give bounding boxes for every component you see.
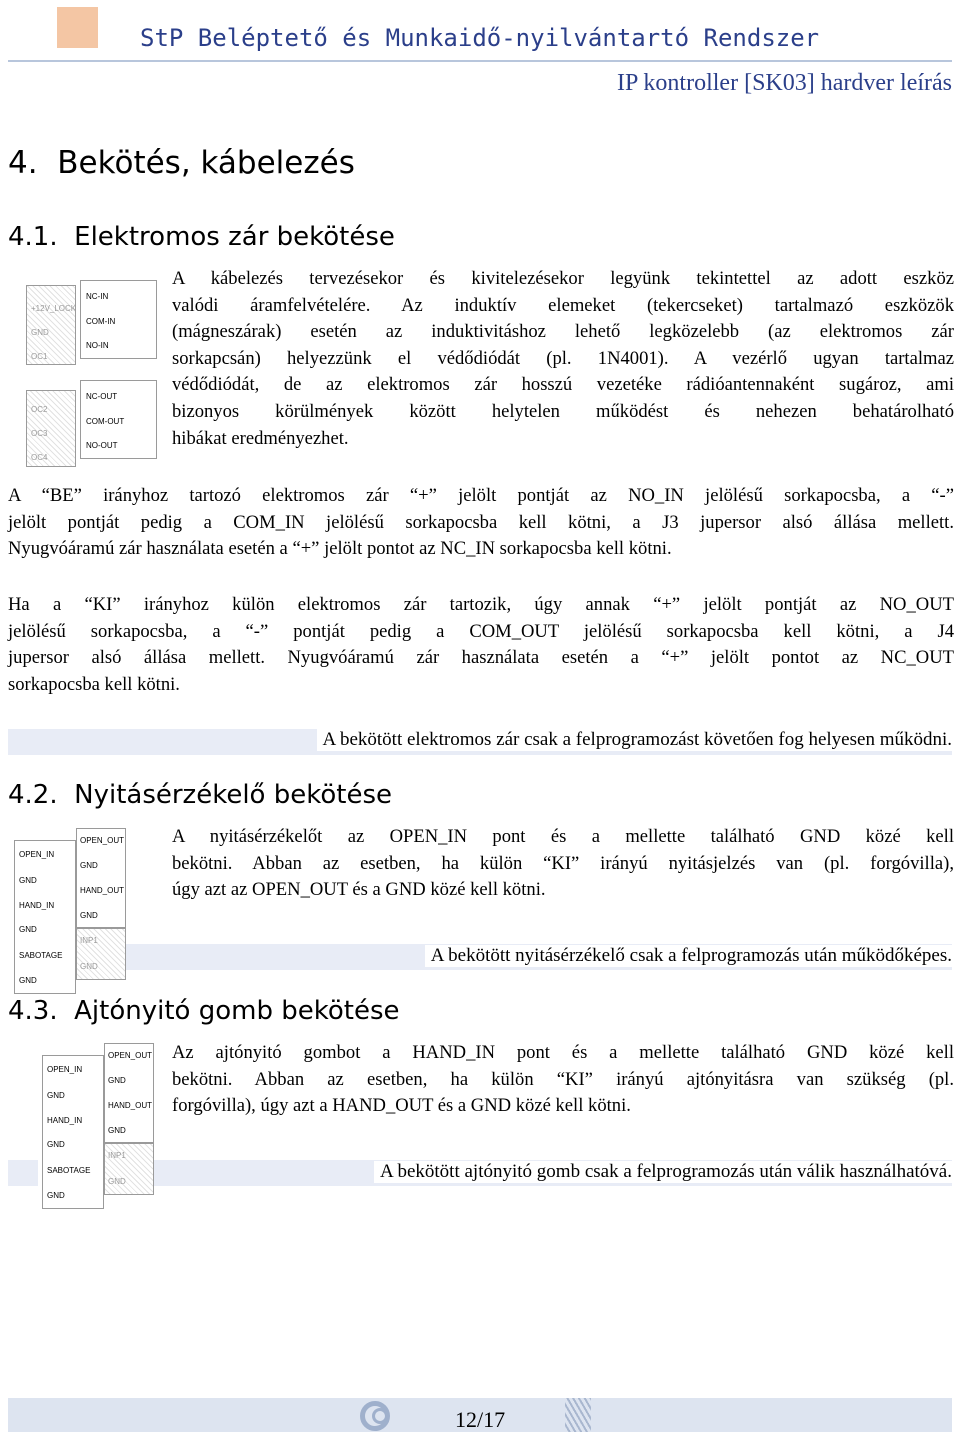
logo-square	[57, 7, 98, 48]
terminal-label: NC-IN	[86, 292, 109, 301]
terminal-label: INP1	[80, 936, 98, 945]
text-line: (mágneszárak) esetén az induktivitáshoz lehető legközelebb (az elektromos zár	[172, 321, 954, 343]
text-line: sorkapocsba kell kötni.	[8, 673, 180, 695]
header-subtitle: IP kontroller [SK03] hardver leírás	[616, 70, 952, 96]
text-line: úgy azt az OPEN_OUT és a GND közé kell kötni.	[172, 879, 546, 901]
text-line: Ha a “KI” irányhoz külön elektromos zár tartozik, úgy annak “+” jelölt pontját az NO_OUT	[8, 594, 954, 615]
text-line: A nyitásérzékelőt az OPEN_IN pont és a mellette található GND közé kell	[172, 826, 954, 847]
header-title: StP Beléptető és Munkaidő-nyilvántartó Rendszer	[140, 24, 820, 52]
terminal-label: GND	[80, 861, 98, 870]
text-line: Nyugvóáramú zár használata esetén a “+” jelölt pontot az NC_IN sorkapocsba kell kötni.	[8, 538, 672, 560]
terminal-label: NO-IN	[86, 341, 109, 350]
text-line: bekötni. Abban az esetben, ha külön “KI” irányú ajtónyitásra van szükség (pl.	[172, 1068, 954, 1090]
terminal-label: GND	[80, 962, 98, 971]
text-line: jelölésű sorkapocsba, a “-” pontját pedig a COM_OUT jelölésű sorkapocsba kell kötni, a J4	[8, 620, 954, 642]
section-title-4-1: 4.1. Elektromos zár bekötése	[8, 222, 395, 252]
section3-text	[172, 1040, 954, 1120]
terminal-label: NC-OUT	[86, 392, 118, 401]
footer-stripes	[565, 1398, 591, 1432]
terminal-diagram-lock	[26, 280, 161, 465]
terminal-label: GND	[47, 1091, 65, 1100]
terminal-label: OPEN_OUT	[108, 1051, 153, 1060]
note-text: A bekötött ajtónyitó gomb csak a felprogramozás után válik használhatóvá.	[374, 1161, 952, 1183]
chapter-title: 4. Bekötés, kábelezés	[8, 145, 355, 181]
terminal-label: OPEN_OUT	[80, 836, 125, 845]
text-line: valódi áramfelvételére. Az induktív elemeket (tekercseket) tartalmazó eszközök	[172, 294, 954, 316]
terminal-label: HAND_IN	[19, 901, 55, 910]
terminal-label: SABOTAGE	[47, 1166, 91, 1175]
text-line: forgóvilla), úgy azt a HAND_OUT és a GND közé kell kötni.	[172, 1095, 631, 1117]
text-line: Az ajtónyitó gombot a HAND_IN pont és a mellette található GND közé kell	[172, 1042, 954, 1063]
terminal-label: GND	[19, 925, 37, 934]
terminal-label: OC2	[31, 405, 48, 414]
section2-text	[172, 824, 954, 904]
terminal-label: GND	[47, 1140, 65, 1149]
section-title-4-3: 4.3. Ajtónyitó gomb bekötése	[8, 996, 400, 1026]
terminal-label: OC3	[31, 429, 48, 438]
note-bar-stub	[8, 1160, 38, 1186]
terminal-label: GND	[19, 976, 37, 985]
terminal-block-left	[42, 1055, 104, 1209]
text-line: jelölt pontját pedig a COM_IN jelölésű sorkapocsba kell kötni, a J3 jupersor alsó állása mellett.	[8, 511, 954, 533]
terminal-label: GND	[80, 911, 98, 920]
section1-intro	[172, 266, 954, 452]
terminal-label: +12V_LOCK	[31, 304, 77, 313]
section1-paragraph-be	[8, 483, 954, 563]
terminal-label: HAND_IN	[47, 1116, 83, 1125]
text-line: A kábelezés tervezésekor és kivitelezésekor legyünk tekintettel az adott eszköz	[172, 268, 954, 289]
terminal-label: GND	[108, 1177, 126, 1186]
terminal-block-left	[14, 840, 76, 994]
text-line: hibákat eredményezhet.	[172, 427, 349, 449]
terminal-label: HAND_OUT	[80, 886, 125, 895]
terminal-label: COM-OUT	[86, 417, 125, 426]
terminal-label: OPEN_IN	[47, 1065, 83, 1074]
terminal-label: GND	[19, 876, 37, 885]
section1-paragraph-ki	[8, 592, 954, 698]
terminal-label: SABOTAGE	[19, 951, 63, 960]
terminal-label: GND	[47, 1191, 65, 1200]
terminal-diagram-exit-button	[42, 1043, 154, 1207]
terminal-label: OPEN_IN	[19, 850, 55, 859]
terminal-label: COM-IN	[86, 317, 116, 326]
terminal-label: OC4	[31, 453, 48, 462]
section-title-4-2: 4.2. Nyitásérzékelő bekötése	[8, 780, 392, 810]
footer-logo-inner-icon	[372, 1408, 388, 1424]
text-line: bizonyos körülmények között helytelen működést és nehezen behatárolható	[172, 400, 954, 422]
terminal-label: INP1	[108, 1151, 126, 1160]
terminal-label: HAND_OUT	[108, 1101, 153, 1110]
header-rule	[8, 60, 952, 62]
terminal-label: OC1	[31, 352, 48, 361]
text-line: A “BE” irányhoz tartozó elektromos zár “+” jelölt pontját az NO_IN jelölésű sorkapocsba, a “-”	[8, 485, 954, 506]
page-number: 12/17	[455, 1407, 506, 1432]
terminal-label: NO-OUT	[86, 441, 118, 450]
text-line: bekötni. Abban az esetben, ha külön “KI” irányú nyitásjelzés van (pl. forgóvilla),	[172, 852, 954, 874]
text-line: jupersor alsó állása mellett. Nyugvóáramú zár használata esetén a “+” jelölt pontot az NC_OUT	[8, 647, 954, 669]
note-text: A bekötött elektromos zár csak a felprogramozást követően fog helyesen működni.	[317, 729, 952, 751]
terminal-label: GND	[108, 1126, 126, 1135]
terminal-diagram-door-sensor	[14, 828, 126, 992]
note-text: A bekötött nyitásérzékelő csak a felprogramozás után működőképes.	[425, 945, 952, 967]
terminal-label: GND	[31, 328, 49, 337]
text-line: védődiódát, de az elektromos zár hosszú vezetéke rádióantennaként sugároz, ami	[172, 374, 954, 396]
text-line: sorkapcsán) helyezzünk el védődiódát (pl. 1N4001). A vezérlő ugyan tartalmaz	[172, 347, 954, 369]
terminal-label: GND	[108, 1076, 126, 1085]
